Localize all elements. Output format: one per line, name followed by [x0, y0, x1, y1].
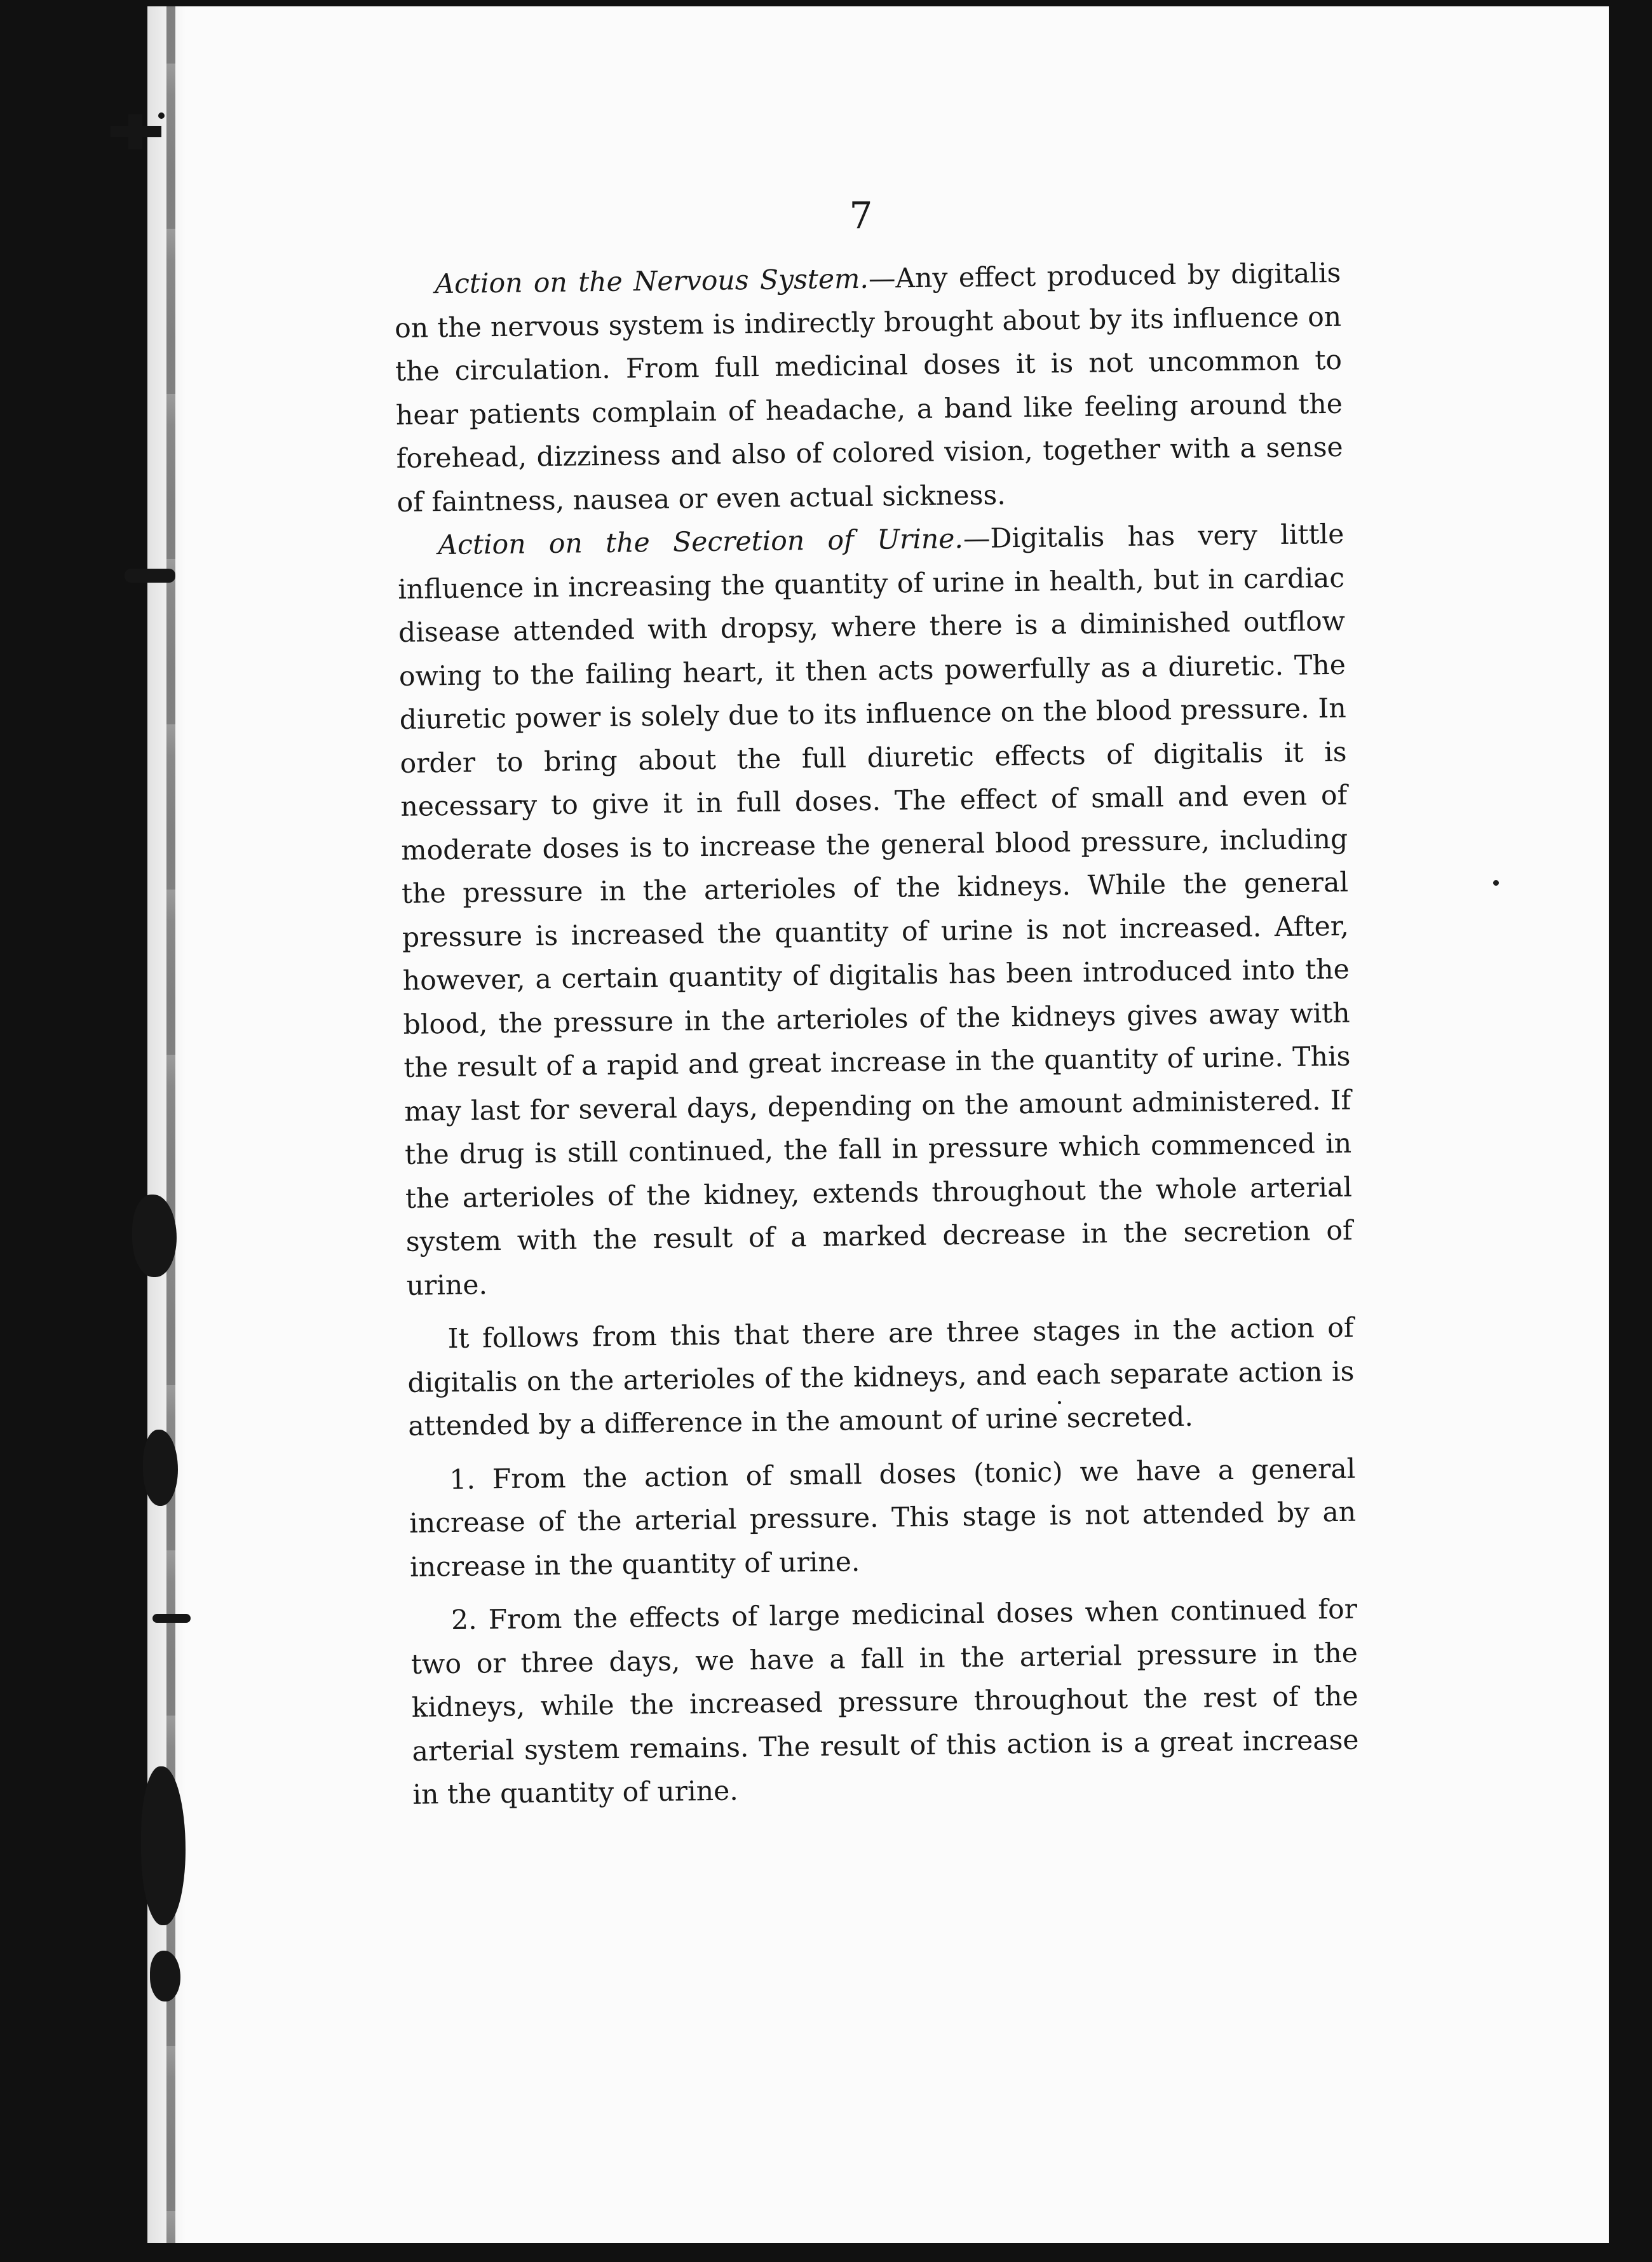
numbered-paragraph: 2. From the effects of large medicinal doses when continued for two or three days, we have a fall in the arterial pressure in the kidneys, while the increased pressure throughout the rest of the arterial system remains. The result of this action is a great increase in the quantity of urine. [410, 1594, 1359, 1811]
section-text: —Digitalis has very little influence in increasing the quantity of urine in health, but in cardiac disease attended with dropsy, where there is a diminished outflow owing to the failing heart, it then acts powerfully as a diuretic. The diuretic power is solely due to its influence on the blood pressure. In order to bring about the full diuretic effects of digitalis it is necessary to give it in full doses. The effect of small and even of moderate doses is to increase the general blood pressure, including the pressure in the arterioles of the kidneys. While the general pressure is increased the quantity of urine is not increased. After, however, a certain quantity of digitalis has been introduced into the blood, the pressure in the arterioles of the kidneys gives away with the result of a rapid and great increase in the quantity of urine. This may last for several days, depending on the amount administered. If the drug is still continued, the fall in pressure which commenced in the arterioles of the kidney, extends throughout the whole arterial system with the result of a marked decrease in the secretion of urine. [397, 518, 1353, 1302]
binding-mark [109, 108, 166, 152]
binding-damage [143, 1430, 178, 1506]
section-heading: Action on the Secretion of Urine. [438, 524, 964, 562]
section-paragraph [394, 252, 1344, 525]
body-text [394, 252, 1361, 1928]
page-number: 7 [849, 194, 873, 237]
section-paragraph [397, 513, 1353, 1308]
binding-damage [152, 1614, 191, 1623]
numbered-paragraph: 1. From the action of small doses (tonic) we have a general increase of the arterial pressure. This stage is not attended by an increase in the quantity of urine. [409, 1453, 1357, 1583]
body-paragraph: It follows from this that there are three stages in the action of digitalis on the arterioles of the kidneys, and each separate action is attended by a difference in the amount of urine secreted. [407, 1312, 1355, 1442]
binding-damage [132, 1195, 177, 1277]
section-text: —Any effect produced by digitalis on the nervous system is indirectly brought about by its influence on the circulation. From full medicinal doses it is not uncommon to hear patients complain of headache, a band like feeling around the forehead, dizziness and also of colored vision, together with a sense of faintness, nausea or even actual sickness. [394, 257, 1343, 518]
binding-damage [125, 569, 175, 583]
section-heading: Action on the Nervous System. [435, 263, 869, 301]
binding-damage [150, 1951, 180, 2001]
page-speck [1493, 880, 1499, 886]
